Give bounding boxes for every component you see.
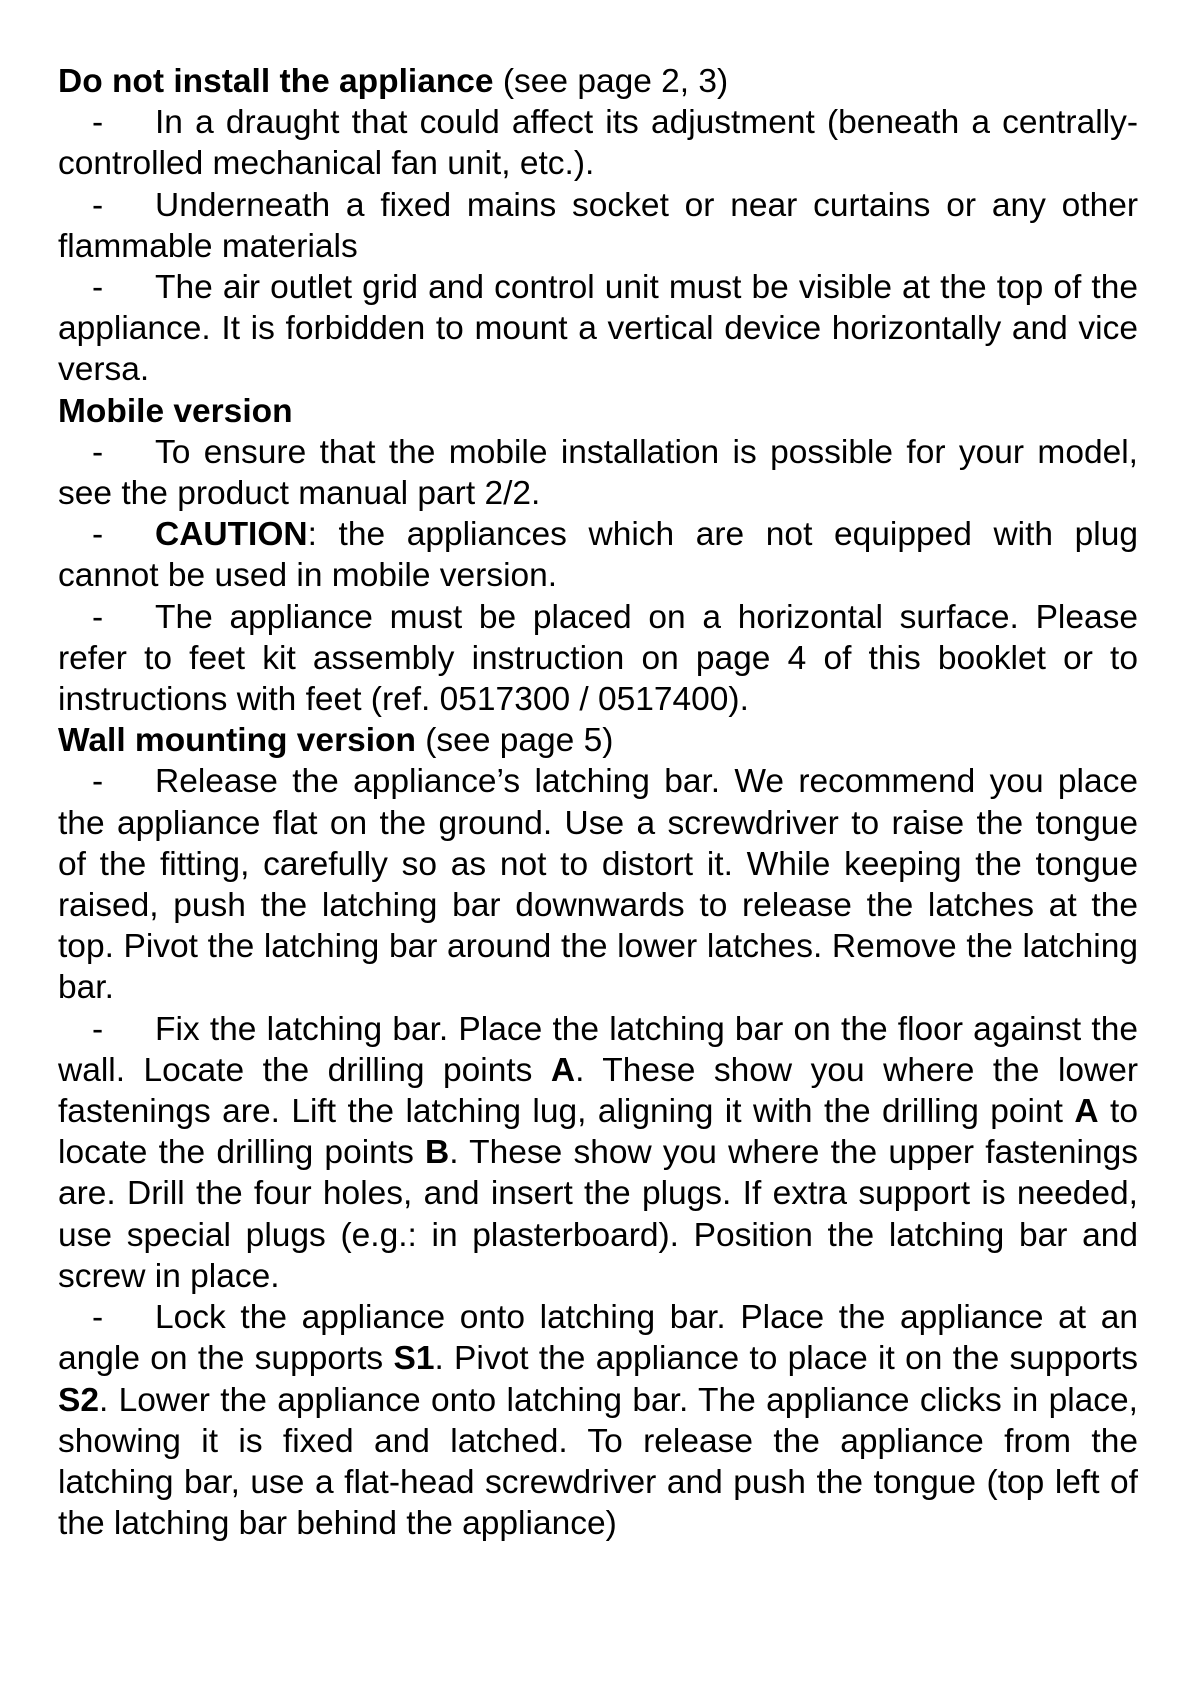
- bullet-dash: -: [92, 433, 104, 471]
- list-item-text: The air outlet grid and control unit must be visible at the top of the appliance. It is forbidden to mount a vertical device horizontally and vice versa.: [58, 269, 1138, 389]
- bullet-dash: -: [92, 1299, 104, 1337]
- list-item: [58, 1297, 1138, 1544]
- list-item: [58, 514, 1138, 596]
- caution-label: CAUTION: [155, 516, 308, 554]
- support-label-s2: S2: [58, 1381, 99, 1419]
- section-heading-do-not-install: [58, 61, 1138, 102]
- list-item: [58, 185, 1138, 267]
- drilling-point-label-b: B: [425, 1134, 450, 1172]
- heading-page-ref: (see page 2, 3): [493, 63, 729, 100]
- list-item-text: . These show you where the lower fastenings are. Lift the latching lug, aligning it with the drilling point: [58, 1051, 1138, 1131]
- list-item: [58, 761, 1138, 1008]
- list-item-text: Release the appliance’s latching bar. We recommend you place the appliance flat on the ground. Use a screwdriver to raise the tongue of the fitting, carefully so as not to distort it. While keeping the tongue raised, push the latching bar downwards to release the latches at the top. Pivot the latching bar around the lower latches. Remove the latching bar.: [58, 763, 1138, 1007]
- list-item: [58, 102, 1138, 184]
- bullet-dash: -: [92, 104, 104, 142]
- bullet-dash: -: [92, 763, 104, 801]
- heading-bold: Mobile version: [58, 392, 293, 430]
- list-item-text: . Pivot the appliance to place it on the supports: [434, 1340, 1138, 1378]
- drilling-point-label-a: A: [1074, 1093, 1099, 1131]
- list-item: [58, 267, 1138, 391]
- document-body: [58, 61, 1138, 1544]
- section-heading-wall-mounting: [58, 720, 1138, 761]
- list-item: [58, 1009, 1138, 1297]
- list-item-text: In a draught that could affect its adjustment (beneath a centrally-controlled mechanical fan unit, etc.).: [58, 104, 1138, 183]
- bullet-dash: -: [92, 1010, 104, 1048]
- support-label-s1: S1: [393, 1340, 435, 1378]
- heading-bold: Wall mounting version: [58, 722, 416, 760]
- heading-page-ref: (see page 5): [415, 722, 614, 760]
- list-item: [58, 597, 1138, 721]
- list-item-text: . These show you where the upper fastenings are. Drill the four holes, and insert the plugs. If extra support is needed, use special plugs (e.g.: in plasterboard). Position the latching bar and screw in place.: [58, 1134, 1138, 1295]
- bullet-dash: -: [92, 186, 104, 224]
- bullet-dash: -: [92, 516, 104, 554]
- list-item-text: Underneath a fixed mains socket or near curtains or any other flammable materials: [58, 186, 1138, 265]
- bullet-dash: -: [92, 598, 104, 636]
- drilling-point-label-a: A: [550, 1051, 576, 1089]
- list-item-text: To ensure that the mobile installation is possible for your model, see the product manual part 2/2.: [58, 433, 1138, 513]
- heading-bold: Do not install the appliance: [58, 63, 494, 100]
- list-item: [58, 432, 1138, 514]
- list-item-text: . Lower the appliance onto latching bar. The appliance clicks in place, showing it is fixed and latched. To release the appliance from the latching bar, use a flat-head screwdriver and push the tongue (top left of the latching bar behind the appliance): [58, 1381, 1138, 1543]
- list-item-text: Fix the latching bar. Place the latching bar on the floor against the wall. Locate the drilling points: [58, 1010, 1138, 1089]
- list-item-text: : the appliances which are not equipped with plug cannot be used in mobile version.: [58, 516, 1138, 595]
- list-item-text: to locate the drilling points: [58, 1093, 1138, 1172]
- list-item-text: Lock the appliance onto latching bar. Place the appliance at an angle on the supports: [58, 1299, 1138, 1378]
- section-heading-mobile-version: [58, 391, 1138, 432]
- list-item-text: The appliance must be placed on a horizontal surface. Please refer to feet kit assembly instruction on page 4 of this booklet or to instructions with feet (ref. 0517300 / 0517400).: [58, 598, 1138, 719]
- bullet-dash: -: [92, 269, 104, 307]
